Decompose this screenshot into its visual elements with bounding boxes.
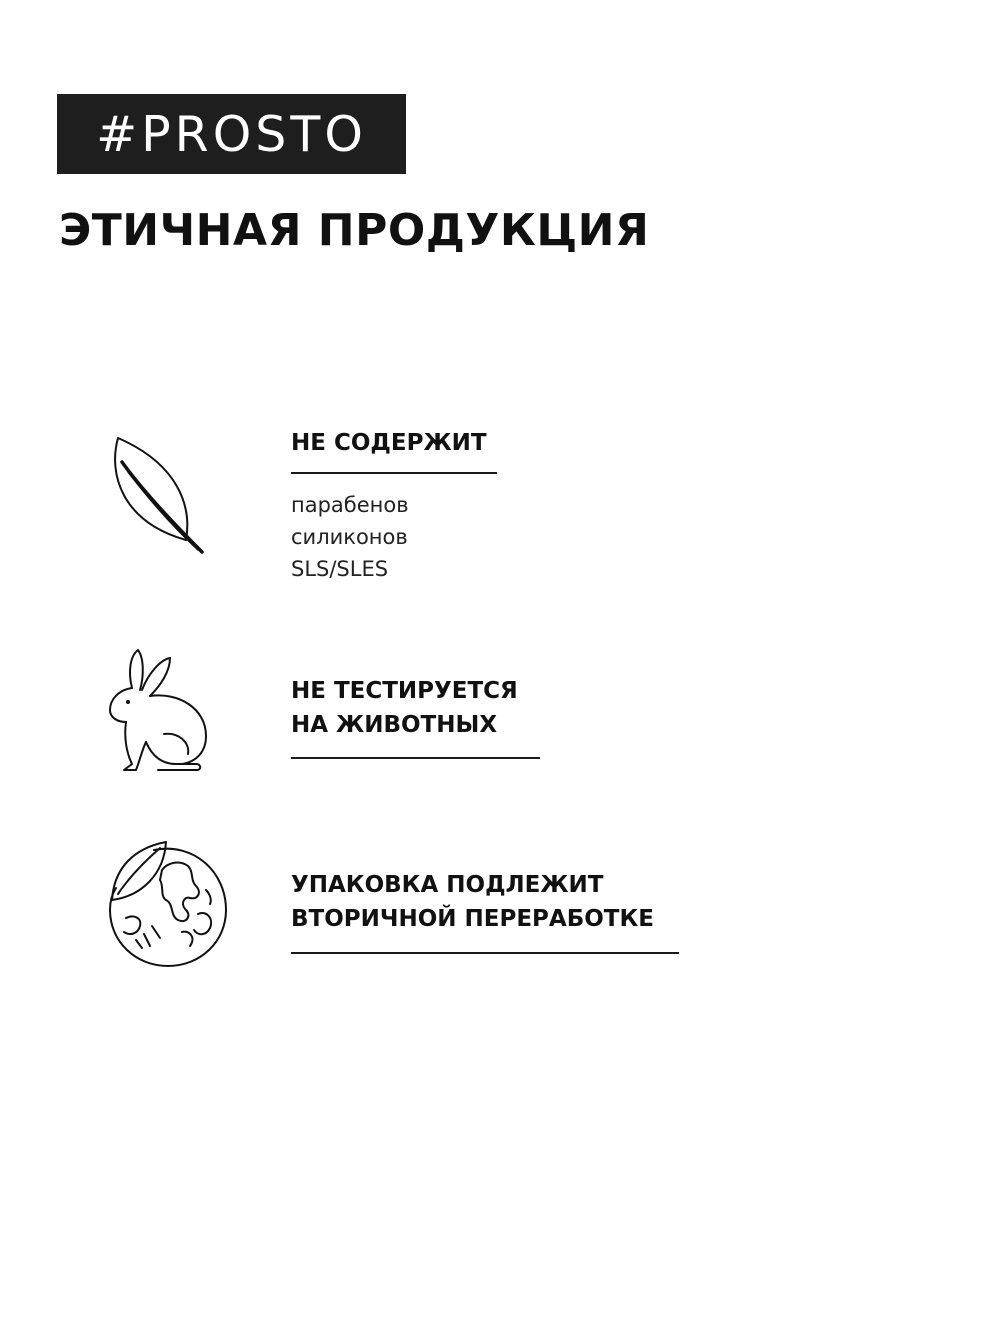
page-title: ЭТИЧНАЯ ПРОДУКЦИЯ (59, 205, 650, 256)
rabbit-icon (106, 646, 210, 772)
feature-title-line: НЕ СОДЕРЖИТ (291, 430, 487, 456)
feature-title-line: НЕ ТЕСТИРУЕТСЯ (291, 678, 518, 704)
list-item: силиконов (291, 525, 408, 549)
eco-globe-icon (106, 838, 230, 970)
feature-underline (291, 952, 679, 954)
feature-title-line: НА ЖИВОТНЫХ (291, 712, 498, 738)
list-item: SLS/SLES (291, 557, 389, 581)
feature-underline (291, 472, 497, 474)
feature-title-no-contains (291, 426, 487, 460)
leaf-icon (108, 434, 208, 556)
feature-title-line: УПАКОВКА ПОДЛЕЖИТ (291, 872, 604, 898)
ingredient-list (291, 489, 409, 585)
feature-underline (291, 757, 540, 759)
feature-title-line: ВТОРИЧНОЙ ПЕРЕРАБОТКЕ (291, 906, 654, 932)
feature-title-not-tested (291, 674, 518, 742)
feature-title-recyclable (291, 868, 654, 936)
list-item: парабенов (291, 493, 409, 517)
brand-logo (57, 94, 406, 174)
brand-label: #PROSTO (96, 105, 367, 163)
